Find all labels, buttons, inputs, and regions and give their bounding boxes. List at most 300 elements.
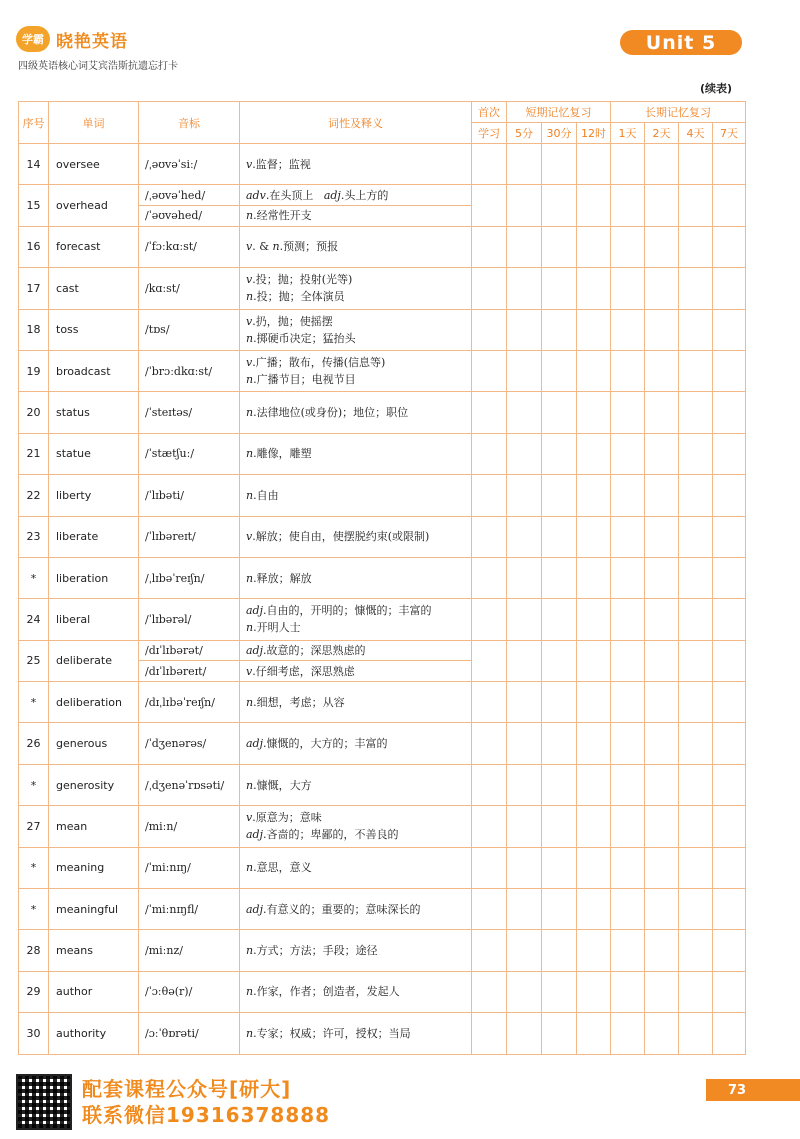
review-checkbox-cell[interactable] <box>611 640 645 681</box>
review-checkbox-cell[interactable] <box>645 640 679 681</box>
row-definition: adj.自由的，开明的；慷慨的；丰富的 n.开明人士 <box>240 599 472 640</box>
row-word: liberation <box>49 557 139 598</box>
review-checkbox-cell[interactable] <box>679 723 713 764</box>
row-definition: v.仔细考虑，深思熟虑 <box>240 661 472 682</box>
review-checkbox-cell[interactable] <box>577 350 611 391</box>
review-checkbox-cell[interactable] <box>713 144 746 185</box>
review-checkbox-cell[interactable] <box>713 433 746 474</box>
review-checkbox-cell[interactable] <box>713 889 746 930</box>
review-checkbox-cell[interactable] <box>679 640 713 681</box>
table-row <box>19 185 746 206</box>
review-checkbox-cell[interactable] <box>577 847 611 888</box>
review-checkbox-cell[interactable] <box>713 806 746 847</box>
row-phonetic: /miːnz/ <box>139 930 240 971</box>
review-checkbox-cell[interactable] <box>472 806 507 847</box>
review-checkbox-cell[interactable] <box>542 682 577 723</box>
row-word: authority <box>49 1013 139 1054</box>
review-checkbox-cell[interactable] <box>611 723 645 764</box>
review-checkbox-cell[interactable] <box>611 350 645 391</box>
table-row <box>19 557 746 598</box>
review-checkbox-cell[interactable] <box>679 350 713 391</box>
review-checkbox-cell[interactable] <box>611 516 645 557</box>
review-checkbox-cell[interactable] <box>645 350 679 391</box>
row-number: * <box>19 847 49 888</box>
review-checkbox-cell[interactable] <box>611 682 645 723</box>
review-checkbox-cell[interactable] <box>577 557 611 598</box>
row-definition: n.自由 <box>240 475 472 516</box>
table-row <box>19 1013 746 1054</box>
header-long-1d: 1天 <box>611 123 645 144</box>
vocab-table <box>18 101 746 1055</box>
row-number: * <box>19 682 49 723</box>
row-definition: v. & n.预测；预报 <box>240 226 472 267</box>
row-number: * <box>19 889 49 930</box>
review-checkbox-cell[interactable] <box>472 682 507 723</box>
row-phonetic: /ˈmiːnɪŋ/ <box>139 847 240 888</box>
header-word: 单词 <box>49 102 139 144</box>
row-phonetic: /ˌəʊvəˈsiː/ <box>139 144 240 185</box>
review-checkbox-cell[interactable] <box>507 723 542 764</box>
row-phonetic: /ˈlɪbəti/ <box>139 475 240 516</box>
review-checkbox-cell[interactable] <box>713 309 746 350</box>
row-number: 22 <box>19 475 49 516</box>
review-checkbox-cell[interactable] <box>542 930 577 971</box>
row-word: broadcast <box>49 350 139 391</box>
table-row <box>19 226 746 267</box>
row-number: 18 <box>19 309 49 350</box>
row-number: 30 <box>19 1013 49 1054</box>
review-checkbox-cell[interactable] <box>542 971 577 1012</box>
review-checkbox-cell[interactable] <box>611 557 645 598</box>
review-checkbox-cell[interactable] <box>679 806 713 847</box>
row-word: statue <box>49 433 139 474</box>
review-checkbox-cell[interactable] <box>713 268 746 309</box>
header-long-term: 长期记忆复习 <box>611 102 746 123</box>
review-checkbox-cell[interactable] <box>713 764 746 805</box>
review-checkbox-cell[interactable] <box>472 889 507 930</box>
row-word: forecast <box>49 226 139 267</box>
row-phonetic: /ˈsteɪtəs/ <box>139 392 240 433</box>
review-checkbox-cell[interactable] <box>713 226 746 267</box>
review-checkbox-cell[interactable] <box>542 516 577 557</box>
review-checkbox-cell[interactable] <box>645 516 679 557</box>
row-word: generosity <box>49 764 139 805</box>
row-phonetic: /ˈɔːθə(r)/ <box>139 971 240 1012</box>
review-checkbox-cell[interactable] <box>472 144 507 185</box>
footer-promo <box>16 1074 330 1130</box>
review-checkbox-cell[interactable] <box>645 599 679 640</box>
row-definition: n.雕像，雕塑 <box>240 433 472 474</box>
row-word: author <box>49 971 139 1012</box>
review-checkbox-cell[interactable] <box>611 599 645 640</box>
review-checkbox-cell[interactable] <box>679 764 713 805</box>
header-short-5min: 5分 <box>507 123 542 144</box>
review-checkbox-cell[interactable] <box>645 764 679 805</box>
table-row <box>19 847 746 888</box>
row-definition: adv.在头顶上 adj.头上方的 <box>240 185 472 206</box>
row-definition: n.意思，意义 <box>240 847 472 888</box>
review-checkbox-cell[interactable] <box>611 144 645 185</box>
review-checkbox-cell[interactable] <box>713 392 746 433</box>
row-number: 14 <box>19 144 49 185</box>
review-checkbox-cell[interactable] <box>507 268 542 309</box>
table-row <box>19 889 746 930</box>
review-checkbox-cell[interactable] <box>507 392 542 433</box>
row-phonetic: /dɪˈlɪbəreɪt/ <box>139 661 240 682</box>
review-checkbox-cell[interactable] <box>577 971 611 1012</box>
review-checkbox-cell[interactable] <box>507 682 542 723</box>
review-checkbox-cell[interactable] <box>507 764 542 805</box>
review-checkbox-cell[interactable] <box>713 1013 746 1054</box>
review-checkbox-cell[interactable] <box>645 930 679 971</box>
review-checkbox-cell[interactable] <box>679 682 713 723</box>
row-definition: n.作家，作者；创造者，发起人 <box>240 971 472 1012</box>
review-checkbox-cell[interactable] <box>507 185 542 226</box>
row-word: mean <box>49 806 139 847</box>
review-checkbox-cell[interactable] <box>611 268 645 309</box>
row-phonetic: /dɪˈlɪbərət/ <box>139 640 240 661</box>
review-checkbox-cell[interactable] <box>713 930 746 971</box>
row-phonetic: /ˌlɪbəˈreɪʃn/ <box>139 557 240 598</box>
review-checkbox-cell[interactable] <box>472 599 507 640</box>
review-checkbox-cell[interactable] <box>542 557 577 598</box>
table-row <box>19 144 746 185</box>
table-row <box>19 309 746 350</box>
review-checkbox-cell[interactable] <box>507 599 542 640</box>
review-checkbox-cell[interactable] <box>542 640 577 681</box>
review-checkbox-cell[interactable] <box>679 226 713 267</box>
row-number: 26 <box>19 723 49 764</box>
review-checkbox-cell[interactable] <box>713 723 746 764</box>
header-short-30min: 30分 <box>542 123 577 144</box>
review-checkbox-cell[interactable] <box>577 475 611 516</box>
review-checkbox-cell[interactable] <box>679 599 713 640</box>
row-definition: n.释放；解放 <box>240 557 472 598</box>
review-checkbox-cell[interactable] <box>542 350 577 391</box>
review-checkbox-cell[interactable] <box>645 392 679 433</box>
review-checkbox-cell[interactable] <box>577 309 611 350</box>
row-number: 23 <box>19 516 49 557</box>
table-row <box>19 516 746 557</box>
row-definition: adj.慷慨的，大方的；丰富的 <box>240 723 472 764</box>
row-definition: n.法律地位(或身份)；地位；职位 <box>240 392 472 433</box>
table-row <box>19 392 746 433</box>
row-word: deliberate <box>49 640 139 681</box>
review-checkbox-cell[interactable] <box>542 599 577 640</box>
review-checkbox-cell[interactable] <box>542 723 577 764</box>
row-number: 19 <box>19 350 49 391</box>
page-subtitle: 四级英语核心词艾宾浩斯抗遗忘打卡 <box>18 61 178 72</box>
review-checkbox-cell[interactable] <box>542 806 577 847</box>
review-checkbox-cell[interactable] <box>542 392 577 433</box>
review-checkbox-cell[interactable] <box>679 971 713 1012</box>
review-checkbox-cell[interactable] <box>611 847 645 888</box>
review-checkbox-cell[interactable] <box>577 516 611 557</box>
brand <box>16 26 128 52</box>
review-checkbox-cell[interactable] <box>472 640 507 681</box>
review-checkbox-cell[interactable] <box>577 806 611 847</box>
review-checkbox-cell[interactable] <box>645 268 679 309</box>
table-row <box>19 971 746 1012</box>
review-checkbox-cell[interactable] <box>645 475 679 516</box>
review-checkbox-cell[interactable] <box>507 557 542 598</box>
review-checkbox-cell[interactable] <box>472 433 507 474</box>
review-checkbox-cell[interactable] <box>611 889 645 930</box>
review-checkbox-cell[interactable] <box>542 475 577 516</box>
page-number: 73 <box>706 1079 800 1101</box>
review-checkbox-cell[interactable] <box>542 889 577 930</box>
row-word: meaningful <box>49 889 139 930</box>
review-checkbox-cell[interactable] <box>472 268 507 309</box>
header-long-7d: 7天 <box>713 123 746 144</box>
review-checkbox-cell[interactable] <box>679 309 713 350</box>
review-checkbox-cell[interactable] <box>679 392 713 433</box>
row-number: 15 <box>19 185 49 226</box>
review-checkbox-cell[interactable] <box>645 433 679 474</box>
review-checkbox-cell[interactable] <box>472 557 507 598</box>
header-long-4d: 4天 <box>679 123 713 144</box>
row-number: 25 <box>19 640 49 681</box>
review-checkbox-cell[interactable] <box>645 682 679 723</box>
review-checkbox-cell[interactable] <box>542 144 577 185</box>
review-checkbox-cell[interactable] <box>611 475 645 516</box>
table-row <box>19 268 746 309</box>
review-checkbox-cell[interactable] <box>611 433 645 474</box>
row-number: 24 <box>19 599 49 640</box>
promo-line-1: 配套课程公众号[研大] <box>82 1077 292 1101</box>
review-checkbox-cell[interactable] <box>645 185 679 226</box>
review-checkbox-cell[interactable] <box>577 682 611 723</box>
review-checkbox-cell[interactable] <box>507 930 542 971</box>
row-word: liberty <box>49 475 139 516</box>
review-checkbox-cell[interactable] <box>577 723 611 764</box>
header-first-sub: 学习 <box>472 123 507 144</box>
review-checkbox-cell[interactable] <box>472 475 507 516</box>
review-checkbox-cell[interactable] <box>542 764 577 805</box>
review-checkbox-cell[interactable] <box>645 723 679 764</box>
review-checkbox-cell[interactable] <box>611 764 645 805</box>
review-checkbox-cell[interactable] <box>472 516 507 557</box>
brand-logo: 学霸 <box>16 26 50 52</box>
row-number: 21 <box>19 433 49 474</box>
review-checkbox-cell[interactable] <box>713 516 746 557</box>
table-row <box>19 930 746 971</box>
review-checkbox-cell[interactable] <box>472 309 507 350</box>
review-checkbox-cell[interactable] <box>472 764 507 805</box>
header-first: 首次 <box>472 102 507 123</box>
review-checkbox-cell[interactable] <box>679 557 713 598</box>
table-row <box>19 350 746 391</box>
review-checkbox-cell[interactable] <box>611 971 645 1012</box>
review-checkbox-cell[interactable] <box>645 889 679 930</box>
row-word: means <box>49 930 139 971</box>
row-word: meaning <box>49 847 139 888</box>
review-checkbox-cell[interactable] <box>472 847 507 888</box>
review-checkbox-cell[interactable] <box>713 557 746 598</box>
row-number: 17 <box>19 268 49 309</box>
promo-line-2: 联系微信19316378888 <box>82 1103 331 1127</box>
review-checkbox-cell[interactable] <box>713 599 746 640</box>
row-phonetic: /kɑːst/ <box>139 268 240 309</box>
row-definition: n.慷慨，大方 <box>240 764 472 805</box>
row-number: 28 <box>19 930 49 971</box>
review-checkbox-cell[interactable] <box>507 144 542 185</box>
review-checkbox-cell[interactable] <box>679 889 713 930</box>
review-checkbox-cell[interactable] <box>645 226 679 267</box>
row-phonetic: /ˈfɔːkɑːst/ <box>139 226 240 267</box>
table-row <box>19 806 746 847</box>
row-word: oversee <box>49 144 139 185</box>
review-checkbox-cell[interactable] <box>679 144 713 185</box>
row-definition: v.原意为；意味 adj.吝啬的；卑鄙的，不善良的 <box>240 806 472 847</box>
review-checkbox-cell[interactable] <box>611 392 645 433</box>
row-definition: n.经常性开支 <box>240 206 472 227</box>
review-checkbox-cell[interactable] <box>611 930 645 971</box>
review-checkbox-cell[interactable] <box>577 764 611 805</box>
vocab-body <box>19 144 746 1055</box>
review-checkbox-cell[interactable] <box>507 971 542 1012</box>
review-checkbox-cell[interactable] <box>472 185 507 226</box>
review-checkbox-cell[interactable] <box>713 640 746 681</box>
review-checkbox-cell[interactable] <box>472 350 507 391</box>
review-checkbox-cell[interactable] <box>472 392 507 433</box>
row-definition: v.监督；监视 <box>240 144 472 185</box>
review-checkbox-cell[interactable] <box>507 847 542 888</box>
review-checkbox-cell[interactable] <box>542 226 577 267</box>
row-phonetic: /tɒs/ <box>139 309 240 350</box>
review-checkbox-cell[interactable] <box>507 516 542 557</box>
review-checkbox-cell[interactable] <box>507 1013 542 1054</box>
review-checkbox-cell[interactable] <box>542 268 577 309</box>
review-checkbox-cell[interactable] <box>577 268 611 309</box>
review-checkbox-cell[interactable] <box>577 599 611 640</box>
review-checkbox-cell[interactable] <box>679 930 713 971</box>
review-checkbox-cell[interactable] <box>679 185 713 226</box>
review-checkbox-cell[interactable] <box>611 185 645 226</box>
review-checkbox-cell[interactable] <box>611 309 645 350</box>
review-checkbox-cell[interactable] <box>645 1013 679 1054</box>
review-checkbox-cell[interactable] <box>507 806 542 847</box>
review-checkbox-cell[interactable] <box>542 309 577 350</box>
review-checkbox-cell[interactable] <box>611 226 645 267</box>
review-checkbox-cell[interactable] <box>713 475 746 516</box>
review-checkbox-cell[interactable] <box>645 971 679 1012</box>
review-checkbox-cell[interactable] <box>507 309 542 350</box>
row-word: generous <box>49 723 139 764</box>
row-definition: v.扔，抛；使摇摆 n.掷硬币决定；猛抬头 <box>240 309 472 350</box>
review-checkbox-cell[interactable] <box>472 930 507 971</box>
review-checkbox-cell[interactable] <box>611 1013 645 1054</box>
review-checkbox-cell[interactable] <box>645 309 679 350</box>
row-word: toss <box>49 309 139 350</box>
review-checkbox-cell[interactable] <box>577 144 611 185</box>
review-checkbox-cell[interactable] <box>507 226 542 267</box>
review-checkbox-cell[interactable] <box>472 971 507 1012</box>
row-definition: n.方式；方法；手段；途径 <box>240 930 472 971</box>
review-checkbox-cell[interactable] <box>472 1013 507 1054</box>
row-phonetic: /ˈdʒenərəs/ <box>139 723 240 764</box>
row-phonetic: /miːn/ <box>139 806 240 847</box>
review-checkbox-cell[interactable] <box>577 889 611 930</box>
review-checkbox-cell[interactable] <box>679 847 713 888</box>
row-number: 20 <box>19 392 49 433</box>
review-checkbox-cell[interactable] <box>645 144 679 185</box>
review-checkbox-cell[interactable] <box>577 226 611 267</box>
header-meaning: 词性及释义 <box>240 102 472 144</box>
row-definition: v.解放；使自由，使摆脱约束(或限制) <box>240 516 472 557</box>
review-checkbox-cell[interactable] <box>611 806 645 847</box>
table-row <box>19 599 746 640</box>
row-word: deliberation <box>49 682 139 723</box>
review-checkbox-cell[interactable] <box>542 1013 577 1054</box>
table-row <box>19 682 746 723</box>
header-long-2d: 2天 <box>645 123 679 144</box>
table-row <box>19 433 746 474</box>
review-checkbox-cell[interactable] <box>507 889 542 930</box>
row-definition: v.投；抛；投射(光等) n.投；抛；全体演员 <box>240 268 472 309</box>
review-checkbox-cell[interactable] <box>713 185 746 226</box>
review-checkbox-cell[interactable] <box>577 640 611 681</box>
row-phonetic: /ˈlɪbərəl/ <box>139 599 240 640</box>
review-checkbox-cell[interactable] <box>507 475 542 516</box>
review-checkbox-cell[interactable] <box>542 185 577 226</box>
review-checkbox-cell[interactable] <box>472 723 507 764</box>
row-definition: adj.故意的；深思熟虑的 <box>240 640 472 661</box>
row-phonetic: /ˈmiːnɪŋfl/ <box>139 889 240 930</box>
review-checkbox-cell[interactable] <box>679 475 713 516</box>
header-short-term: 短期记忆复习 <box>507 102 611 123</box>
row-phonetic: /ɔːˈθɒrəti/ <box>139 1013 240 1054</box>
review-checkbox-cell[interactable] <box>577 392 611 433</box>
review-checkbox-cell[interactable] <box>507 640 542 681</box>
row-phonetic: /ˈəʊvəhed/ <box>139 206 240 227</box>
row-definition: n.细想，考虑；从容 <box>240 682 472 723</box>
review-checkbox-cell[interactable] <box>577 433 611 474</box>
review-checkbox-cell[interactable] <box>679 516 713 557</box>
row-definition: adj.有意义的；重要的；意味深长的 <box>240 889 472 930</box>
table-row <box>19 640 746 661</box>
table-row <box>19 723 746 764</box>
review-checkbox-cell[interactable] <box>542 847 577 888</box>
review-checkbox-cell[interactable] <box>713 350 746 391</box>
row-phonetic: /dɪˌlɪbəˈreɪʃn/ <box>139 682 240 723</box>
review-checkbox-cell[interactable] <box>472 226 507 267</box>
review-checkbox-cell[interactable] <box>679 268 713 309</box>
review-checkbox-cell[interactable] <box>645 847 679 888</box>
row-word: overhead <box>49 185 139 226</box>
qr-code-icon <box>16 1074 72 1130</box>
review-checkbox-cell[interactable] <box>679 1013 713 1054</box>
review-checkbox-cell[interactable] <box>507 433 542 474</box>
review-checkbox-cell[interactable] <box>542 433 577 474</box>
review-checkbox-cell[interactable] <box>645 557 679 598</box>
header-no: 序号 <box>19 102 49 144</box>
brand-name: 晓艳英语 <box>56 31 128 52</box>
review-checkbox-cell[interactable] <box>679 433 713 474</box>
review-checkbox-cell[interactable] <box>507 350 542 391</box>
review-checkbox-cell[interactable] <box>645 806 679 847</box>
table-row <box>19 764 746 805</box>
row-definition: v.广播；散布，传播(信息等) n.广播节目；电视节目 <box>240 350 472 391</box>
review-checkbox-cell[interactable] <box>577 185 611 226</box>
row-phonetic: /ˈstætʃuː/ <box>139 433 240 474</box>
review-checkbox-cell[interactable] <box>577 1013 611 1054</box>
row-word: cast <box>49 268 139 309</box>
review-checkbox-cell[interactable] <box>713 847 746 888</box>
review-checkbox-cell[interactable] <box>713 971 746 1012</box>
review-checkbox-cell[interactable] <box>577 930 611 971</box>
review-checkbox-cell[interactable] <box>713 682 746 723</box>
